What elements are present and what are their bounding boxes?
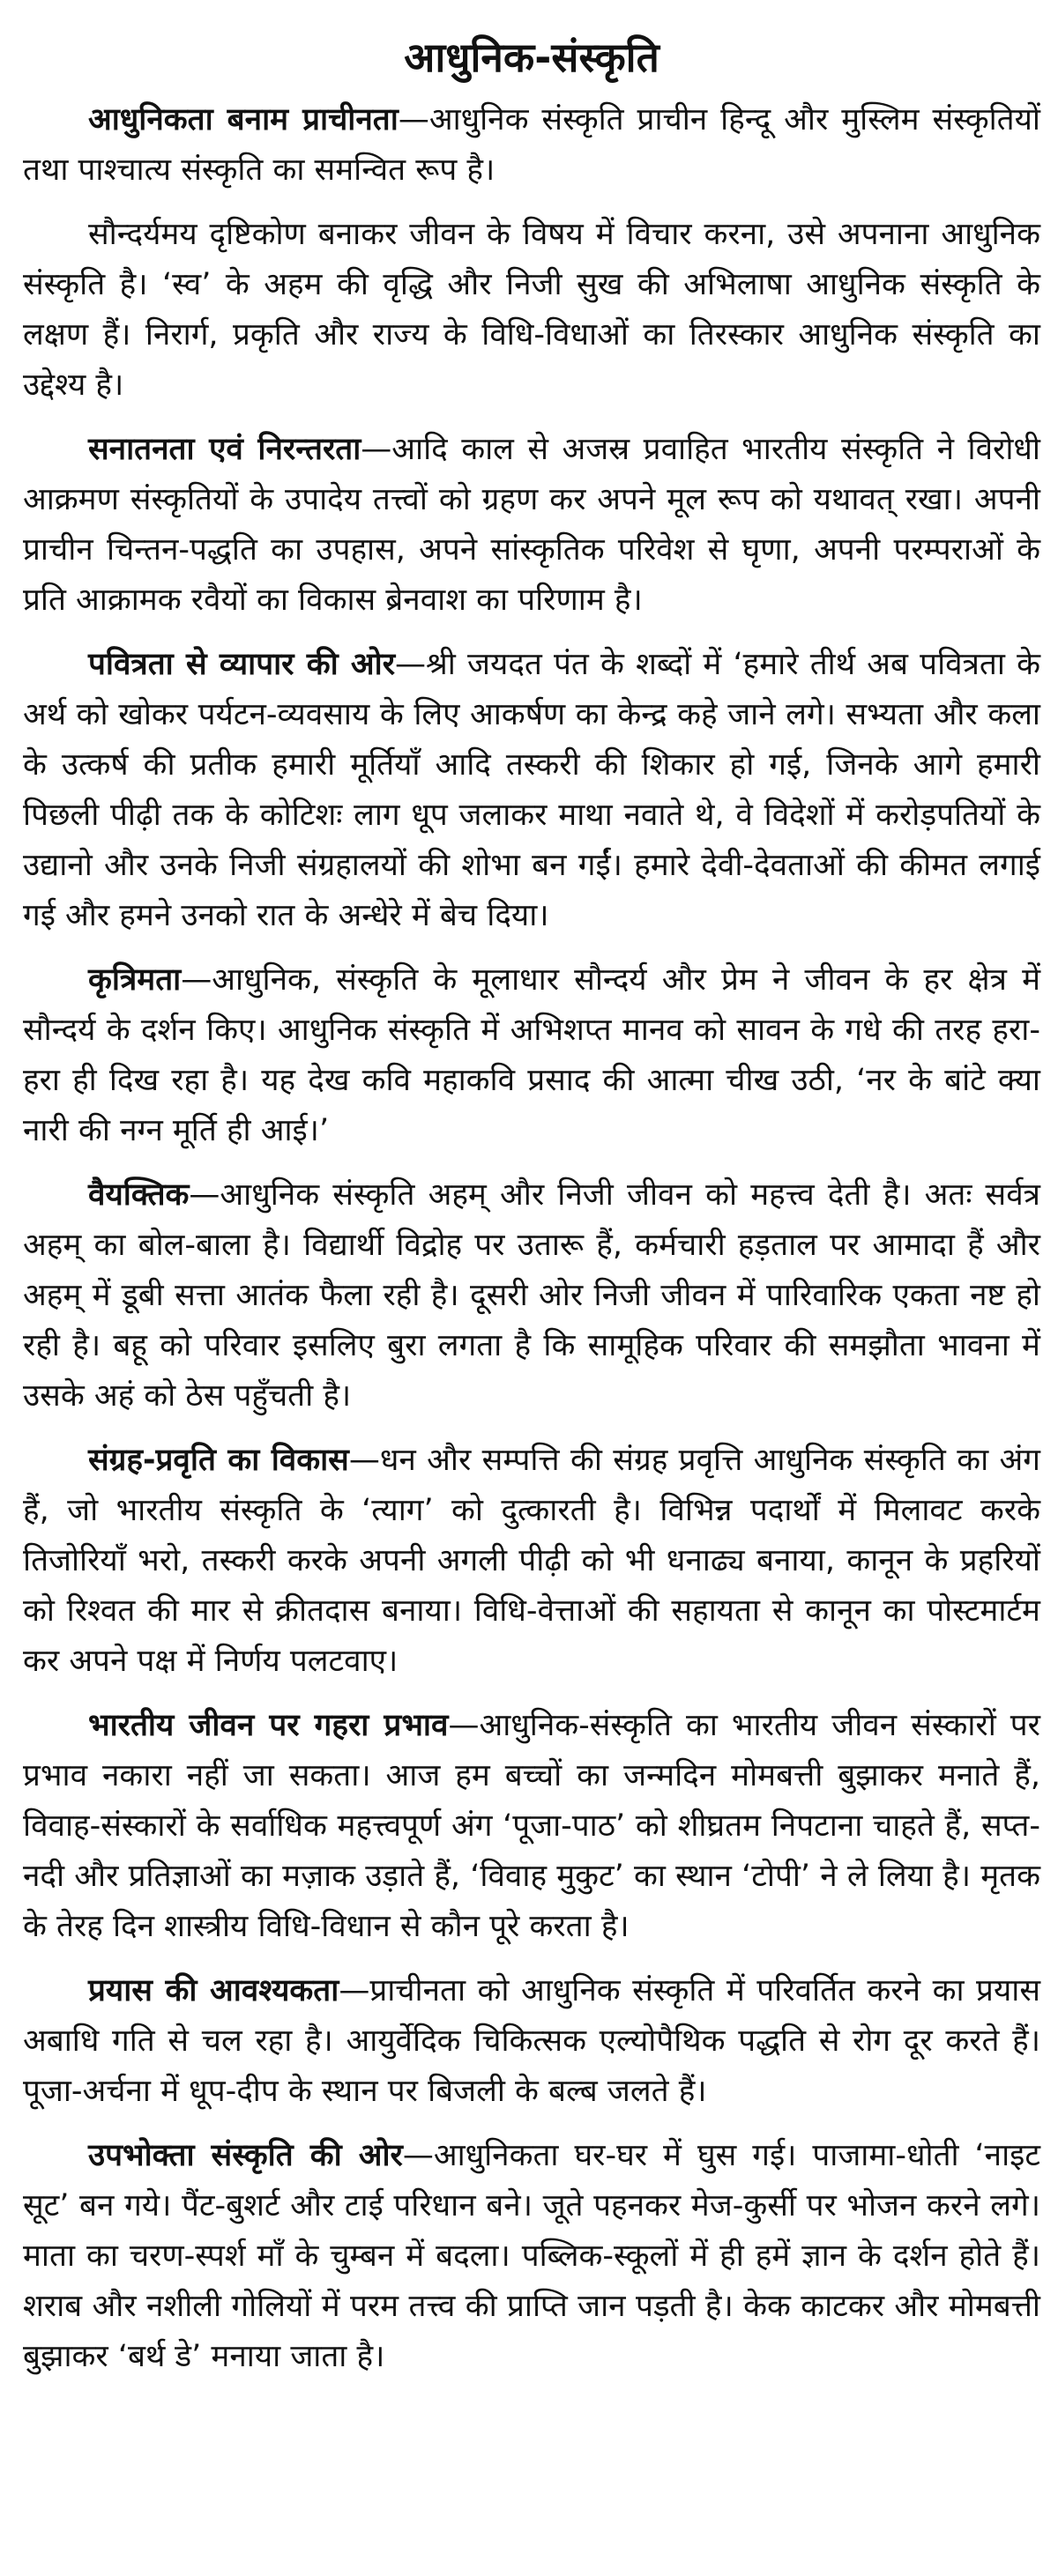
paragraph-text: —आधुनिकता घर-घर में घुस गई। पाजामा-धोती ‘नाइट सूट’ बन गये। पैंट-बुशर्ट और टाई परिधान बने। जूते पहनकर मेज-कुर्सी पर भोजन करने लगे। माता का चरण-स्पर्श माँ के चुम्बन में बदला। पब्लिक-स्कूलों में ही हमें ज्ञान के दर्शन होते हैं। शराब और नशीली गोलियों में परम तत्त्व की प्राप्ति जान पड़ती है। केक काटकर और मोमबत्ती बुझाकर ‘बर्थ डे’ मनाया जाता है। <box>23 2138 1040 2374</box>
paragraph-text: —आदि काल से अजस्र प्रवाहित भारतीय संस्कृति ने विरोधी आक्रमण संस्कृतियों के उपादेय तत्त्वों को ग्रहण कर अपने मूल रूप को यथावत् रखा। अपनी प्राचीन चिन्तन-पद्धति का उपहास, अपने सांस्कृतिक परिवेश से घृणा, अपनी परम्पराओं के प्रति आक्रामक रवैयों का विकास ब्रेनवाश का परिणाम है। <box>23 432 1040 618</box>
paragraph-heading: संग्रह-प्रवृति का विकास <box>88 1443 349 1478</box>
paragraph-text: —आधुनिक, संस्कृति के मूलाधार सौन्दर्य और प्रेम ने जीवन के हर क्षेत्र में सौन्दर्य के दर्शन किए। आधुनिक संस्कृति में अभिशप्त मानव को सावन के गधे की तरह हरा-हरा ही दिख रहा है। यह देख कवि महाकवि प्रसाद की आत्मा चीख उठी, ‘नर के बांटे क्या नारी की नग्न मूर्ति ही आई।’ <box>23 962 1040 1148</box>
paragraph-text: —आधुनिक संस्कृति अहम् और निजी जीवन को महत्त्व देती है। अतः सर्वत्र अहम् का बोल-बाला है। विद्यार्थी विद्रोह पर उतारू हैं, कर्मचारी हड़ताल पर आमादा हैं और अहम् में डूबी सत्ता आतंक फैला रही है। दूसरी ओर निजी जीवन में पारिवारिक एकता नष्ट हो रही है। बहू को परिवार इसलिए बुरा लगता है कि सामूहिक परिवार की समझौता भावना में उसके अहं को ठेस पहुँचती है। <box>23 1177 1040 1414</box>
paragraph-heading: वैयक्तिक <box>88 1177 190 1213</box>
paragraph-text: सौन्दर्यमय दृष्टिकोण बनाकर जीवन के विषय में विचार करना, उसे अपनाना आधुनिक संस्कृति है। ‘स्व’ के अहम की वृद्धि और निजी सुख की अभिलाषा आधुनिक संस्कृति के लक्षण हैं। निरार्ग, प्रकृति और राज्य के विधि-विधाओं का तिरस्कार आधुनिक संस्कृति का उद्देश्य है। <box>23 217 1040 403</box>
paragraph-text: —प्राचीनता को आधुनिक संस्कृति में परिवर्तित करने का प्रयास अबाधि गति से चल रहा है। आयुर्वेदिक चिकित्सक एल्योपैथिक पद्धति से रोग दूर करते हैं। पूजा-अर्चना में धूप-दीप के स्थान पर बिजली के बल्ब जलते हैं। <box>23 1973 1040 2109</box>
paragraph-aesthetic-outlook <box>23 210 1040 411</box>
paragraph-heading: आधुनिकता बनाम प्राचीनता <box>88 102 399 137</box>
paragraph-heading: सनातनता एवं निरन्तरता <box>88 432 361 467</box>
paragraph-text: —श्री जयदत पंत के शब्दों में ‘हमारे तीर्थ अब पवित्रता के अर्थ को खोकर पर्यटन-व्यवसाय के लिए आकर्षण का केन्द्र कहे जाने लगे। सभ्यता और कला के उत्कर्ष की प्रतीक हमारी मूर्तियाँ आदि तस्करी की शिकार हो गई, जिनके आगे हमारी पिछली पीढ़ी तक के कोटिशः लाग धूप जलाकर माथा नवाते थे, वे विदेशों में करोड़पतियों के उद्यानो और उनके निजी संग्रहालयों की शोभा बन गईं। हमारे देवी-देवताओं की कीमत लगाई गई और हमने उनको रात के अन्धेरे में बेच दिया। <box>23 647 1040 933</box>
paragraph-text: —आधुनिक-संस्कृति का भारतीय जीवन संस्कारों पर प्रभाव नकारा नहीं जा सकता। आज हम बच्चों का जन्मदिन मोमबत्ती बुझाकर मनाते हैं, विवाह-संस्कारों के सर्वाधिक महत्त्वपूर्ण अंग ‘पूजा-पाठ’ को शीघ्रतम निपटाना चाहते हैं, सप्त-नदी और प्रतिज्ञाओं का मज़ाक उड़ाते हैं, ‘विवाह मुकुट’ का स्थान ‘टोपी’ ने ले लिया है। मृतक के तेरह दिन शास्त्रीय विधि-विधान से कौन पूरे करता है। <box>23 1708 1041 1944</box>
paragraph-modernity-vs-antiquity <box>23 95 1040 196</box>
paragraph-heading: उपभोक्ता संस्कृति की ओर <box>88 2138 403 2173</box>
paragraph-heading: भारतीय जीवन पर गहरा प्रभाव <box>88 1708 449 1743</box>
paragraph-heading: पवित्रता से व्यापार की ओर <box>88 647 396 682</box>
paragraph-hoarding-tendency <box>23 1436 1040 1687</box>
essay-title: आधुनिक-संस्कृति <box>404 33 659 81</box>
paragraph-text: —आधुनिक संस्कृति प्राचीन हिन्दू और मुस्लिम संस्कृतियों तथा पाश्चात्य संस्कृति का समन्वित रूप है। <box>23 102 1040 188</box>
paragraph-consumer-culture <box>23 2131 1040 2382</box>
paragraph-individualism <box>23 1170 1040 1422</box>
paragraph-eternity-continuity <box>23 425 1040 626</box>
paragraph-heading: प्रयास की आवश्यकता <box>88 1973 339 2008</box>
paragraph-heading: कृत्रिमता <box>88 962 182 998</box>
paragraph-need-for-effort <box>23 1966 1040 2117</box>
paragraph-impact-on-indian-life <box>23 1701 1040 1952</box>
paragraph-artificiality <box>23 955 1040 1156</box>
paragraph-text: —धन और सम्पत्ति की संग्रह प्रवृत्ति आधुनिक संस्कृति का अंग हैं, जो भारतीय संस्कृति के ‘त्याग’ को दुत्कारती है। विभिन्न पदार्थों में मिलावट करके तिजोरियाँ भरो, तस्करी करके अपनी अगली पीढ़ी को भी धनाढ्य बनाया, कानून के प्रहरियों को रिश्वत की मार से क्रीतदास बनाया। विधि-वेत्ताओं की सहायता से कानून का पोस्टमार्टम कर अपने पक्ष में निर्णय पलटवाए। <box>23 1443 1040 1679</box>
paragraph-sanctity-to-commerce <box>23 640 1040 941</box>
